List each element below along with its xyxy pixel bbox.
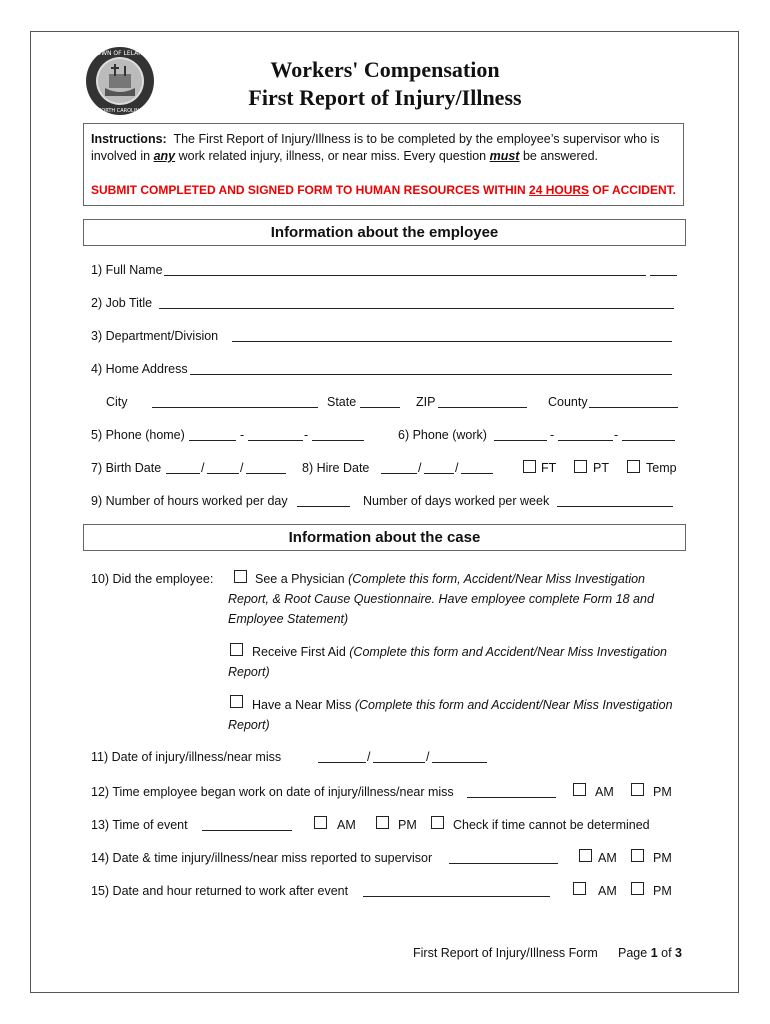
q11-label: 11) Date of injury/illness/near miss: [91, 750, 282, 764]
home-address-field[interactable]: [190, 374, 672, 375]
page-label: Page: [618, 946, 648, 960]
instructions-line2: [91, 148, 598, 164]
option-label: Receive First Aid: [252, 645, 346, 659]
footer-form-name: First Report of Injury/Illness Form: [413, 946, 598, 960]
town-seal-logo: [85, 46, 155, 116]
svg-text:TOWN OF LELAND: TOWN OF LELAND: [92, 50, 148, 57]
pm-label: PM: [653, 785, 672, 799]
city-field[interactable]: [152, 407, 318, 408]
department-field[interactable]: [232, 341, 672, 342]
instructions-line1: [91, 131, 660, 147]
instructions-text: involved in: [91, 149, 151, 163]
state-field[interactable]: [360, 407, 400, 408]
work-start-time-field[interactable]: [467, 797, 556, 798]
job-title-field[interactable]: [159, 308, 674, 309]
q14-label: 14) Date & time injury/illness/near miss reported to supervisor: [91, 851, 433, 865]
dash: -: [614, 428, 619, 442]
q15-am-checkbox[interactable]: [573, 882, 586, 895]
q14-am-checkbox[interactable]: [579, 849, 592, 862]
form-title-line1: Workers' Compensation: [270, 57, 500, 82]
first-aid-option: [252, 644, 667, 660]
injury-day-field[interactable]: [373, 762, 425, 763]
days-per-week-label: Number of days worked per week: [363, 494, 550, 508]
event-time-field[interactable]: [202, 830, 292, 831]
ft-label: FT: [541, 461, 557, 475]
q2-label: 2) Job Title: [91, 296, 153, 310]
see-physician-checkbox[interactable]: [234, 570, 247, 583]
instructions-text: be answered.: [522, 149, 599, 163]
section-employee-heading: Information about the employee: [83, 219, 686, 246]
phone-home-line-field[interactable]: [312, 440, 364, 441]
section-case-heading: Information about the case: [83, 524, 686, 551]
form-title-line2: First Report of Injury/Illness: [248, 85, 522, 110]
hire-month-field[interactable]: [381, 473, 417, 474]
see-physician-option: [255, 571, 645, 587]
zip-label: ZIP: [416, 395, 436, 409]
q7-label: 7) Birth Date: [91, 461, 162, 475]
q1-label: 1) Full Name: [91, 263, 163, 277]
phone-work-area-field[interactable]: [494, 440, 547, 441]
hire-day-field[interactable]: [424, 473, 454, 474]
option-note: [228, 664, 270, 680]
of-label: of: [661, 946, 672, 960]
full-name-field[interactable]: [164, 275, 646, 276]
dash: -: [550, 428, 555, 442]
option-note: Employee Statement): [228, 612, 349, 626]
birth-day-field[interactable]: [207, 473, 239, 474]
slash: /: [426, 750, 430, 764]
submit-hours: 24 HOURS: [529, 183, 590, 197]
slash: /: [418, 461, 422, 475]
pm-label: PM: [653, 851, 672, 865]
option-note: [228, 611, 348, 627]
returned-datetime-field[interactable]: [363, 896, 550, 897]
state-label: State: [327, 395, 357, 409]
q13-pm-checkbox[interactable]: [376, 816, 389, 829]
pt-label: PT: [593, 461, 609, 475]
q8-label: 8) Hire Date: [302, 461, 370, 475]
submit-text: SUBMIT COMPLETED AND SIGNED FORM TO HUMAN RESOURCES WITHIN: [91, 183, 526, 197]
option-label: See a Physician: [255, 572, 345, 586]
option-label: Have a Near Miss: [252, 698, 352, 712]
option-note: Report): [228, 665, 270, 679]
county-field[interactable]: [589, 407, 678, 408]
page-number: 1: [650, 946, 658, 960]
slash: /: [240, 461, 244, 475]
slash: /: [455, 461, 459, 475]
phone-work-prefix-field[interactable]: [558, 440, 613, 441]
am-label: AM: [598, 884, 617, 898]
q10-label: 10) Did the employee:: [91, 572, 214, 586]
pm-label: PM: [653, 884, 672, 898]
option-note: Report): [228, 718, 270, 732]
ft-checkbox[interactable]: [523, 460, 536, 473]
temp-checkbox[interactable]: [627, 460, 640, 473]
q9-label: 9) Number of hours worked per day: [91, 494, 288, 508]
temp-label: Temp: [646, 461, 677, 475]
q5-label: 5) Phone (home): [91, 428, 185, 442]
time-undetermined-checkbox[interactable]: [431, 816, 444, 829]
emphasis-any: any: [153, 149, 176, 163]
county-label: County: [548, 395, 588, 409]
q12-pm-checkbox[interactable]: [631, 783, 644, 796]
q6-label: 6) Phone (work): [398, 428, 487, 442]
am-label: AM: [598, 851, 617, 865]
option-note: (Complete this form and Accident/Near Miss Investigation: [354, 698, 673, 712]
instructions-label: Instructions:: [91, 132, 167, 146]
birth-year-field[interactable]: [246, 473, 286, 474]
near-miss-checkbox[interactable]: [230, 695, 243, 708]
svg-text:NORTH CAROLINA: NORTH CAROLINA: [97, 108, 143, 114]
dash: -: [240, 428, 245, 442]
days-per-week-field[interactable]: [557, 506, 673, 507]
full-name-mi-field[interactable]: [650, 275, 677, 276]
time-undetermined-label: Check if time cannot be determined: [453, 818, 650, 832]
page-total: 3: [675, 946, 682, 960]
instructions-text: The First Report of Injury/Illness is to be completed by the employee’s supervisor who is: [173, 132, 660, 146]
q13-label: 13) Time of event: [91, 818, 188, 832]
option-note: (Complete this form and Accident/Near Miss Investigation: [349, 645, 667, 659]
option-note: (Complete this form, Accident/Near Miss Investigation: [348, 572, 645, 586]
q15-label: 15) Date and hour returned to work after event: [91, 884, 349, 898]
phone-work-line-field[interactable]: [622, 440, 675, 441]
phone-home-area-field[interactable]: [189, 440, 236, 441]
reported-datetime-field[interactable]: [449, 863, 558, 864]
page-indicator: [618, 945, 682, 961]
pt-checkbox[interactable]: [574, 460, 587, 473]
slash: /: [201, 461, 205, 475]
instructions-text: work related injury, illness, or near miss. Every question: [178, 149, 487, 163]
q12-label: 12) Time employee began work on date of injury/illness/near miss: [91, 785, 454, 799]
pm-label: PM: [398, 818, 417, 832]
option-note: Report, & Root Cause Questionnaire. Have employee complete Form 18 and: [228, 592, 654, 606]
zip-field[interactable]: [438, 407, 527, 408]
phone-home-prefix-field[interactable]: [248, 440, 303, 441]
q12-am-checkbox[interactable]: [573, 783, 586, 796]
hire-year-field[interactable]: [461, 473, 493, 474]
injury-year-field[interactable]: [432, 762, 487, 763]
dash: -: [304, 428, 309, 442]
option-note: [228, 717, 270, 733]
q13-am-checkbox[interactable]: [314, 816, 327, 829]
first-aid-checkbox[interactable]: [230, 643, 243, 656]
q14-pm-checkbox[interactable]: [631, 849, 644, 862]
submit-text: OF ACCIDENT.: [592, 183, 676, 197]
slash: /: [367, 750, 371, 764]
am-label: AM: [337, 818, 356, 832]
emphasis-must: must: [489, 149, 520, 163]
option-note: [228, 591, 654, 607]
hours-per-day-field[interactable]: [297, 506, 350, 507]
near-miss-option: [252, 697, 673, 713]
birth-month-field[interactable]: [166, 473, 200, 474]
submit-notice: [91, 182, 676, 198]
q3-label: 3) Department/Division: [91, 329, 219, 343]
city-label: City: [106, 395, 128, 409]
q15-pm-checkbox[interactable]: [631, 882, 644, 895]
q4-label: 4) Home Address: [91, 362, 188, 376]
am-label: AM: [595, 785, 614, 799]
injury-month-field[interactable]: [318, 762, 366, 763]
